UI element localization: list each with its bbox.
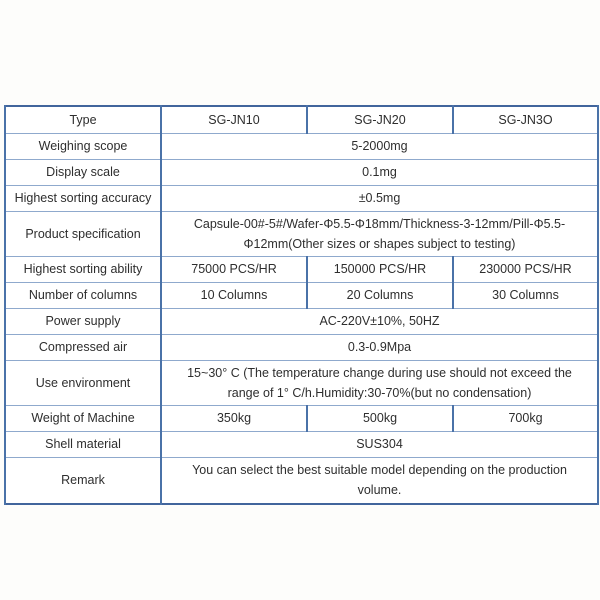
row-value-3: 30 Columns [453,282,598,308]
row-label: Weight of Machine [5,405,161,431]
row-value: 15~30° C (The temperature change during use should not exceed the range of 1° C/h.Humidity:30-70%(but no condensation) [161,360,598,405]
row-label: Remark [5,457,161,504]
model-name-1: SG-JN10 [161,106,307,133]
row-value: 0.3-0.9Mpa [161,334,598,360]
model-name-3: SG-JN3O [453,106,598,133]
table-row-use-environment [5,360,598,405]
row-value-2: 150000 PCS/HR [307,256,453,282]
table-row-sorting-ability [5,256,598,282]
row-value-2: 500kg [307,405,453,431]
row-value-3: 230000 PCS/HR [453,256,598,282]
spec-table [4,105,599,505]
row-label: Type [5,106,161,133]
row-value: 5-2000mg [161,133,598,159]
table-row-power-supply [5,308,598,334]
model-name-2: SG-JN20 [307,106,453,133]
table-row-shell-material [5,431,598,457]
row-value: SUS304 [161,431,598,457]
table-row-weighing-scope [5,133,598,159]
table-row-product-specification [5,211,598,256]
row-label: Number of columns [5,282,161,308]
row-value-1: 10 Columns [161,282,307,308]
table-row-type [5,106,598,133]
table-row-sorting-accuracy [5,185,598,211]
row-label: Compressed air [5,334,161,360]
row-value-2: 20 Columns [307,282,453,308]
row-label: Product specification [5,211,161,256]
row-value: Capsule-00#-5#/Wafer-Φ5.5-Φ18mm/Thickness-3-12mm/Pill-Φ5.5-Φ12mm(Other sizes or shapes subject to testing) [161,211,598,256]
row-label: Highest sorting ability [5,256,161,282]
table-row-display-scale [5,159,598,185]
table-row-remark [5,457,598,504]
row-label: Highest sorting accuracy [5,185,161,211]
row-label: Power supply [5,308,161,334]
row-value: You can select the best suitable model depending on the production volume. [161,457,598,504]
table-row-number-of-columns [5,282,598,308]
row-value: ±0.5mg [161,185,598,211]
row-label: Shell material [5,431,161,457]
row-label: Display scale [5,159,161,185]
row-value: AC-220V±10%, 50HZ [161,308,598,334]
row-label: Weighing scope [5,133,161,159]
table-row-compressed-air [5,334,598,360]
row-value-3: 700kg [453,405,598,431]
row-label: Use environment [5,360,161,405]
row-value-1: 350kg [161,405,307,431]
table-row-machine-weight [5,405,598,431]
row-value-1: 75000 PCS/HR [161,256,307,282]
row-value: 0.1mg [161,159,598,185]
